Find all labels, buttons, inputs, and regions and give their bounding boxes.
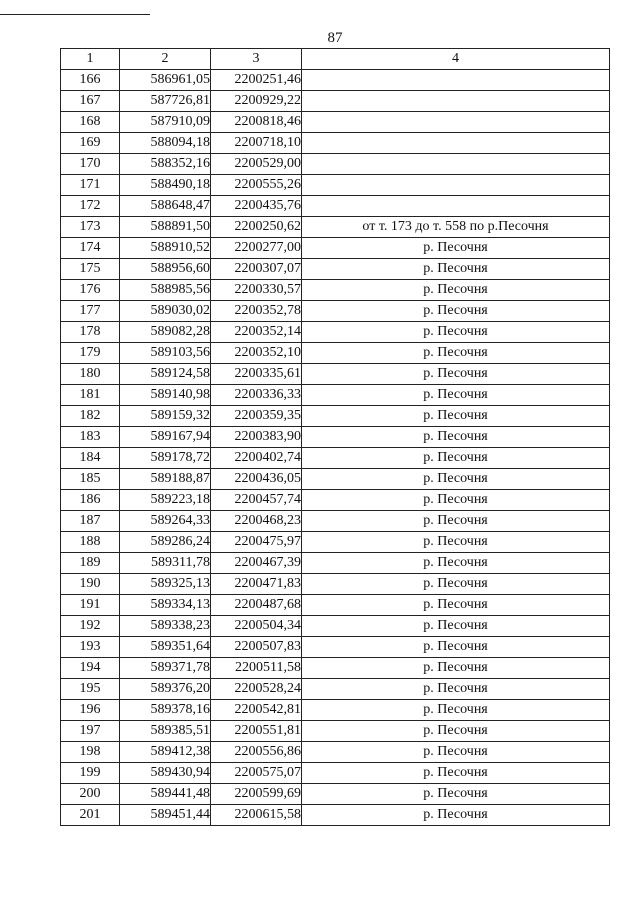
coordinate-x-cell: 589264,33	[120, 511, 211, 532]
coordinate-y-cell: 2200599,69	[211, 784, 302, 805]
coordinate-x-cell: 589441,48	[120, 784, 211, 805]
point-number-cell: 176	[61, 280, 120, 301]
coordinate-x-cell: 589378,16	[120, 700, 211, 721]
point-number-cell: 192	[61, 616, 120, 637]
description-cell: р. Песочня	[302, 301, 610, 322]
point-number-cell: 177	[61, 301, 120, 322]
table-row	[61, 301, 610, 322]
table-row	[61, 112, 610, 133]
coordinate-y-cell: 2200487,68	[211, 595, 302, 616]
coordinate-x-cell: 589178,72	[120, 448, 211, 469]
coordinate-x-cell: 589311,78	[120, 553, 211, 574]
corner-line	[0, 14, 150, 15]
description-cell: р. Песочня	[302, 322, 610, 343]
description-cell: р. Песочня	[302, 532, 610, 553]
table-row	[61, 532, 610, 553]
coordinate-x-cell: 588094,18	[120, 133, 211, 154]
coordinate-x-cell: 589103,56	[120, 343, 211, 364]
column-header-1: 1	[61, 49, 120, 70]
table-row	[61, 700, 610, 721]
coordinate-y-cell: 2200555,26	[211, 175, 302, 196]
coordinate-x-cell: 588490,18	[120, 175, 211, 196]
point-number-cell: 187	[61, 511, 120, 532]
coordinate-x-cell: 587726,81	[120, 91, 211, 112]
coordinate-x-cell: 589140,98	[120, 385, 211, 406]
page-number: 87	[327, 30, 343, 46]
table-row	[61, 658, 610, 679]
description-cell: р. Песочня	[302, 721, 610, 742]
coordinate-y-cell: 2200251,46	[211, 70, 302, 91]
table-row	[61, 175, 610, 196]
point-number-cell: 184	[61, 448, 120, 469]
description-cell: р. Песочня	[302, 427, 610, 448]
description-cell: р. Песочня	[302, 343, 610, 364]
point-number-cell: 199	[61, 763, 120, 784]
point-number-cell: 182	[61, 406, 120, 427]
description-cell	[302, 133, 610, 154]
coordinate-y-cell: 2200475,97	[211, 532, 302, 553]
point-number-cell: 179	[61, 343, 120, 364]
point-number-cell: 200	[61, 784, 120, 805]
coordinate-y-cell: 2200402,74	[211, 448, 302, 469]
point-number-cell: 183	[61, 427, 120, 448]
table-body	[61, 70, 610, 826]
description-cell: р. Песочня	[302, 259, 610, 280]
coordinate-x-cell: 587910,09	[120, 112, 211, 133]
point-number-cell: 195	[61, 679, 120, 700]
table-row	[61, 574, 610, 595]
coordinate-y-cell: 2200277,00	[211, 238, 302, 259]
description-cell: р. Песочня	[302, 700, 610, 721]
description-cell: р. Песочня	[302, 406, 610, 427]
table-row	[61, 343, 610, 364]
description-cell: р. Песочня	[302, 364, 610, 385]
coordinate-y-cell: 2200718,10	[211, 133, 302, 154]
coordinate-y-cell: 2200436,05	[211, 469, 302, 490]
point-number-cell: 193	[61, 637, 120, 658]
coordinate-x-cell: 589376,20	[120, 679, 211, 700]
point-number-cell: 190	[61, 574, 120, 595]
description-cell: р. Песочня	[302, 637, 610, 658]
description-cell	[302, 154, 610, 175]
point-number-cell: 169	[61, 133, 120, 154]
point-number-cell: 170	[61, 154, 120, 175]
description-cell: р. Песочня	[302, 385, 610, 406]
coordinate-x-cell: 588352,16	[120, 154, 211, 175]
point-number-cell: 168	[61, 112, 120, 133]
description-cell	[302, 112, 610, 133]
coordinate-x-cell: 588648,47	[120, 196, 211, 217]
table-row	[61, 469, 610, 490]
description-cell: р. Песочня	[302, 595, 610, 616]
coordinate-y-cell: 2200352,14	[211, 322, 302, 343]
coordinate-y-cell: 2200330,57	[211, 280, 302, 301]
description-cell: р. Песочня	[302, 574, 610, 595]
table-row	[61, 553, 610, 574]
description-cell	[302, 91, 610, 112]
coordinate-y-cell: 2200467,39	[211, 553, 302, 574]
description-cell: р. Песочня	[302, 805, 610, 826]
coordinate-y-cell: 2200507,83	[211, 637, 302, 658]
table-row	[61, 595, 610, 616]
coordinate-x-cell: 589351,64	[120, 637, 211, 658]
point-number-cell: 180	[61, 364, 120, 385]
point-number-cell: 191	[61, 595, 120, 616]
table-row	[61, 616, 610, 637]
description-cell: р. Песочня	[302, 658, 610, 679]
coordinate-y-cell: 2200551,81	[211, 721, 302, 742]
coordinate-x-cell: 589412,38	[120, 742, 211, 763]
table-row	[61, 406, 610, 427]
column-header-2: 2	[120, 49, 211, 70]
description-cell: р. Песочня	[302, 490, 610, 511]
point-number-cell: 175	[61, 259, 120, 280]
coordinate-x-cell: 589325,13	[120, 574, 211, 595]
coordinate-y-cell: 2200383,90	[211, 427, 302, 448]
description-cell: р. Песочня	[302, 280, 610, 301]
coordinate-y-cell: 2200575,07	[211, 763, 302, 784]
table-row	[61, 784, 610, 805]
coordinate-y-cell: 2200359,35	[211, 406, 302, 427]
table-row	[61, 427, 610, 448]
coordinate-x-cell: 588910,52	[120, 238, 211, 259]
coordinate-y-cell: 2200528,24	[211, 679, 302, 700]
description-cell: от т. 173 до т. 558 по р.Песочня	[302, 217, 610, 238]
table-row	[61, 322, 610, 343]
point-number-cell: 196	[61, 700, 120, 721]
coordinate-x-cell: 588891,50	[120, 217, 211, 238]
table-row	[61, 763, 610, 784]
description-cell: р. Песочня	[302, 616, 610, 637]
coordinates-table	[60, 48, 610, 826]
description-cell: р. Песочня	[302, 784, 610, 805]
description-cell	[302, 70, 610, 91]
description-cell: р. Песочня	[302, 238, 610, 259]
coordinate-y-cell: 2200335,61	[211, 364, 302, 385]
point-number-cell: 181	[61, 385, 120, 406]
point-number-cell: 194	[61, 658, 120, 679]
coordinate-x-cell: 589338,23	[120, 616, 211, 637]
coordinate-x-cell: 589188,87	[120, 469, 211, 490]
column-header-3: 3	[211, 49, 302, 70]
table-row	[61, 91, 610, 112]
point-number-cell: 189	[61, 553, 120, 574]
table-row	[61, 280, 610, 301]
description-cell: р. Песочня	[302, 553, 610, 574]
point-number-cell: 173	[61, 217, 120, 238]
table-row	[61, 490, 610, 511]
coordinate-y-cell: 2200435,76	[211, 196, 302, 217]
table-row	[61, 196, 610, 217]
coordinate-y-cell: 2200352,10	[211, 343, 302, 364]
table-row	[61, 511, 610, 532]
table-row	[61, 805, 610, 826]
description-cell	[302, 175, 610, 196]
coordinate-x-cell: 588985,56	[120, 280, 211, 301]
point-number-cell: 166	[61, 70, 120, 91]
coordinate-x-cell: 586961,05	[120, 70, 211, 91]
description-cell: р. Песочня	[302, 469, 610, 490]
point-number-cell: 185	[61, 469, 120, 490]
coordinate-x-cell: 589430,94	[120, 763, 211, 784]
table-row	[61, 679, 610, 700]
table-row	[61, 70, 610, 91]
point-number-cell: 198	[61, 742, 120, 763]
coordinate-x-cell: 589385,51	[120, 721, 211, 742]
point-number-cell: 201	[61, 805, 120, 826]
table-row	[61, 637, 610, 658]
table-row	[61, 721, 610, 742]
description-cell: р. Песочня	[302, 511, 610, 532]
coordinate-x-cell: 589124,58	[120, 364, 211, 385]
coordinate-y-cell: 2200250,62	[211, 217, 302, 238]
coordinate-y-cell: 2200468,23	[211, 511, 302, 532]
coordinate-y-cell: 2200457,74	[211, 490, 302, 511]
table-row	[61, 154, 610, 175]
coordinate-x-cell: 589451,44	[120, 805, 211, 826]
point-number-cell: 172	[61, 196, 120, 217]
table-row	[61, 259, 610, 280]
description-cell: р. Песочня	[302, 763, 610, 784]
coordinate-y-cell: 2200529,00	[211, 154, 302, 175]
coordinate-x-cell: 589334,13	[120, 595, 211, 616]
coordinate-y-cell: 2200929,22	[211, 91, 302, 112]
coordinate-y-cell: 2200556,86	[211, 742, 302, 763]
table-row	[61, 133, 610, 154]
coordinate-x-cell: 589082,28	[120, 322, 211, 343]
coordinate-x-cell: 589159,32	[120, 406, 211, 427]
point-number-cell: 167	[61, 91, 120, 112]
description-cell	[302, 196, 610, 217]
coordinate-x-cell: 588956,60	[120, 259, 211, 280]
table-row	[61, 364, 610, 385]
point-number-cell: 178	[61, 322, 120, 343]
coordinate-y-cell: 2200307,07	[211, 259, 302, 280]
table-header-row	[61, 49, 610, 70]
point-number-cell: 171	[61, 175, 120, 196]
coordinate-y-cell: 2200471,83	[211, 574, 302, 595]
coordinate-x-cell: 589030,02	[120, 301, 211, 322]
table-row	[61, 217, 610, 238]
coordinate-y-cell: 2200818,46	[211, 112, 302, 133]
coordinate-x-cell: 589286,24	[120, 532, 211, 553]
point-number-cell: 188	[61, 532, 120, 553]
table-row	[61, 385, 610, 406]
description-cell: р. Песочня	[302, 448, 610, 469]
point-number-cell: 174	[61, 238, 120, 259]
point-number-cell: 197	[61, 721, 120, 742]
coordinate-y-cell: 2200615,58	[211, 805, 302, 826]
coordinate-y-cell: 2200511,58	[211, 658, 302, 679]
coordinate-y-cell: 2200352,78	[211, 301, 302, 322]
point-number-cell: 186	[61, 490, 120, 511]
coordinate-x-cell: 589167,94	[120, 427, 211, 448]
description-cell: р. Песочня	[302, 742, 610, 763]
coordinate-x-cell: 589223,18	[120, 490, 211, 511]
coordinate-y-cell: 2200504,34	[211, 616, 302, 637]
table-row	[61, 238, 610, 259]
description-cell: р. Песочня	[302, 679, 610, 700]
coordinate-y-cell: 2200336,33	[211, 385, 302, 406]
table-row	[61, 448, 610, 469]
column-header-4: 4	[302, 49, 610, 70]
table-row	[61, 742, 610, 763]
coordinate-x-cell: 589371,78	[120, 658, 211, 679]
coordinate-y-cell: 2200542,81	[211, 700, 302, 721]
